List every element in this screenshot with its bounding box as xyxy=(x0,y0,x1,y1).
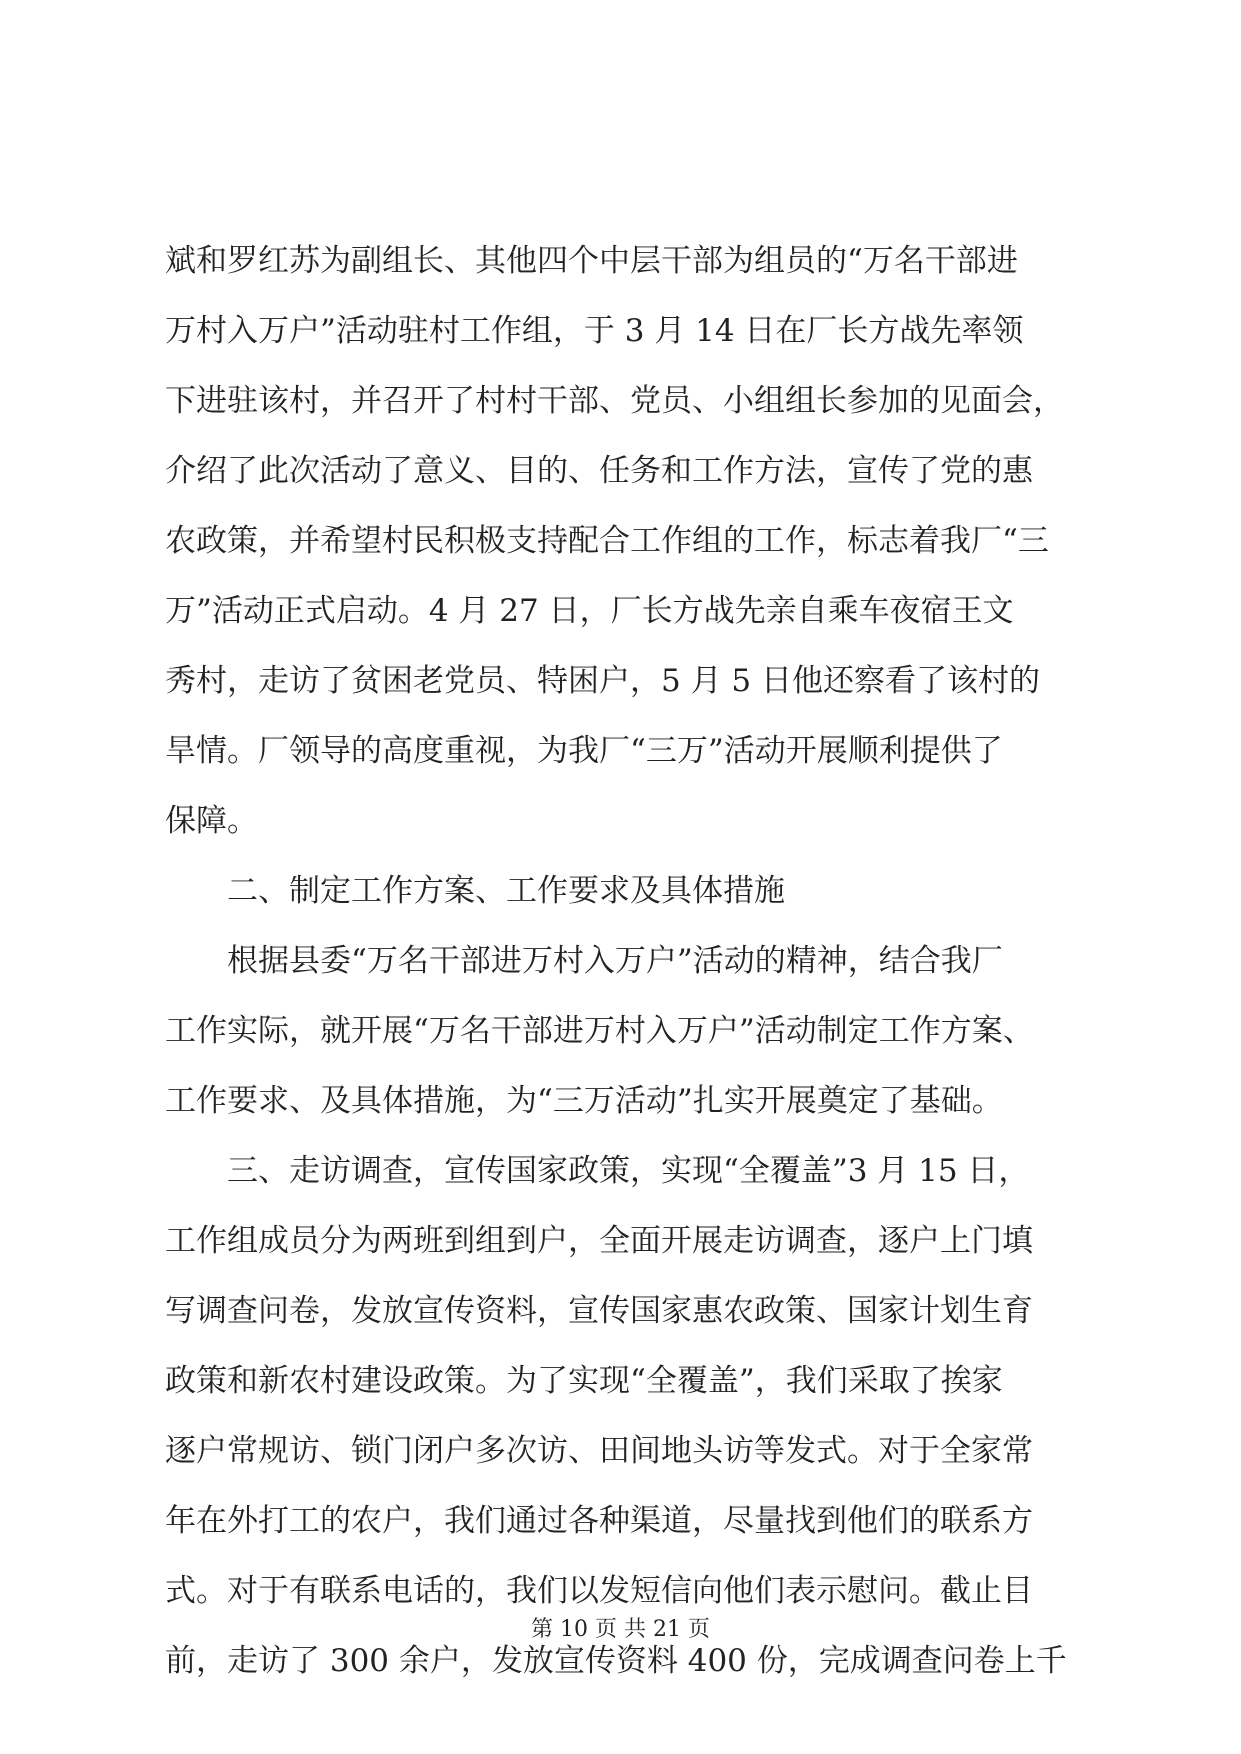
text-line: 旱情。厂领导的高度重视，为我厂“三万”活动开展顺利提供了 xyxy=(165,733,1003,769)
text-line: 政策和新农村建设政策。为了实现“全覆盖”，我们采取了挨家 xyxy=(165,1363,1003,1399)
text-line: 万村入万户”活动驻村工作组，于 3 月 14 日在厂长方战先率领 xyxy=(165,313,1024,349)
text-line: 斌和罗红苏为副组长、其他四个中层干部为组员的“万名干部进 xyxy=(165,243,1018,279)
page-footer: 第 10 页 共 21 页 xyxy=(531,1617,710,1642)
text-line: 工作要求、及具体措施，为“三万活动”扎实开展奠定了基础。 xyxy=(165,1083,1003,1119)
text-line: 工作组成员分为两班到组到户，全面开展走访调查，逐户上门填 xyxy=(165,1223,1033,1259)
body-text xyxy=(165,226,1105,1696)
text-line: 前，走访了 300 余户，发放宣传资料 400 份，完成调查问卷上千 xyxy=(165,1643,1067,1679)
section-heading: 二、制定工作方案、工作要求及具体措施 xyxy=(227,873,785,909)
text-line: 根据县委“万名干部进万村入万户”活动的精神，结合我厂 xyxy=(227,943,1003,979)
text-line: 保障。 xyxy=(165,803,258,839)
text-line: 逐户常规访、锁门闭户多次访、田间地头访等发式。对于全家常 xyxy=(165,1433,1033,1469)
text-line: 农政策，并希望村民积极支持配合工作组的工作，标志着我厂“三 xyxy=(165,523,1049,559)
text-line: 工作实际，就开展“万名干部进万村入万户”活动制定工作方案、 xyxy=(165,1013,1034,1049)
text-line: 下进驻该村，并召开了村村干部、党员、小组组长参加的见面会， xyxy=(165,383,1064,419)
text-line: 写调查问卷，发放宣传资料，宣传国家惠农政策、国家计划生育 xyxy=(165,1293,1033,1329)
text-line: 式。对于有联系电话的，我们以发短信向他们表示慰问。截止目 xyxy=(165,1573,1033,1609)
text-line: 年在外打工的农户，我们通过各种渠道，尽量找到他们的联系方 xyxy=(165,1503,1033,1539)
text-line: 秀村，走访了贫困老党员、特困户，5 月 5 日他还察看了该村的 xyxy=(165,663,1041,699)
section-heading: 三、走访调查，宣传国家政策，实现“全覆盖”3 月 15 日， xyxy=(227,1153,1030,1189)
text-line: 介绍了此次活动了意义、目的、任务和工作方法，宣传了党的惠 xyxy=(165,453,1033,489)
text-line: 万”活动正式启动。4 月 27 日，厂长方战先亲自乘车夜宿王文 xyxy=(165,593,1014,629)
